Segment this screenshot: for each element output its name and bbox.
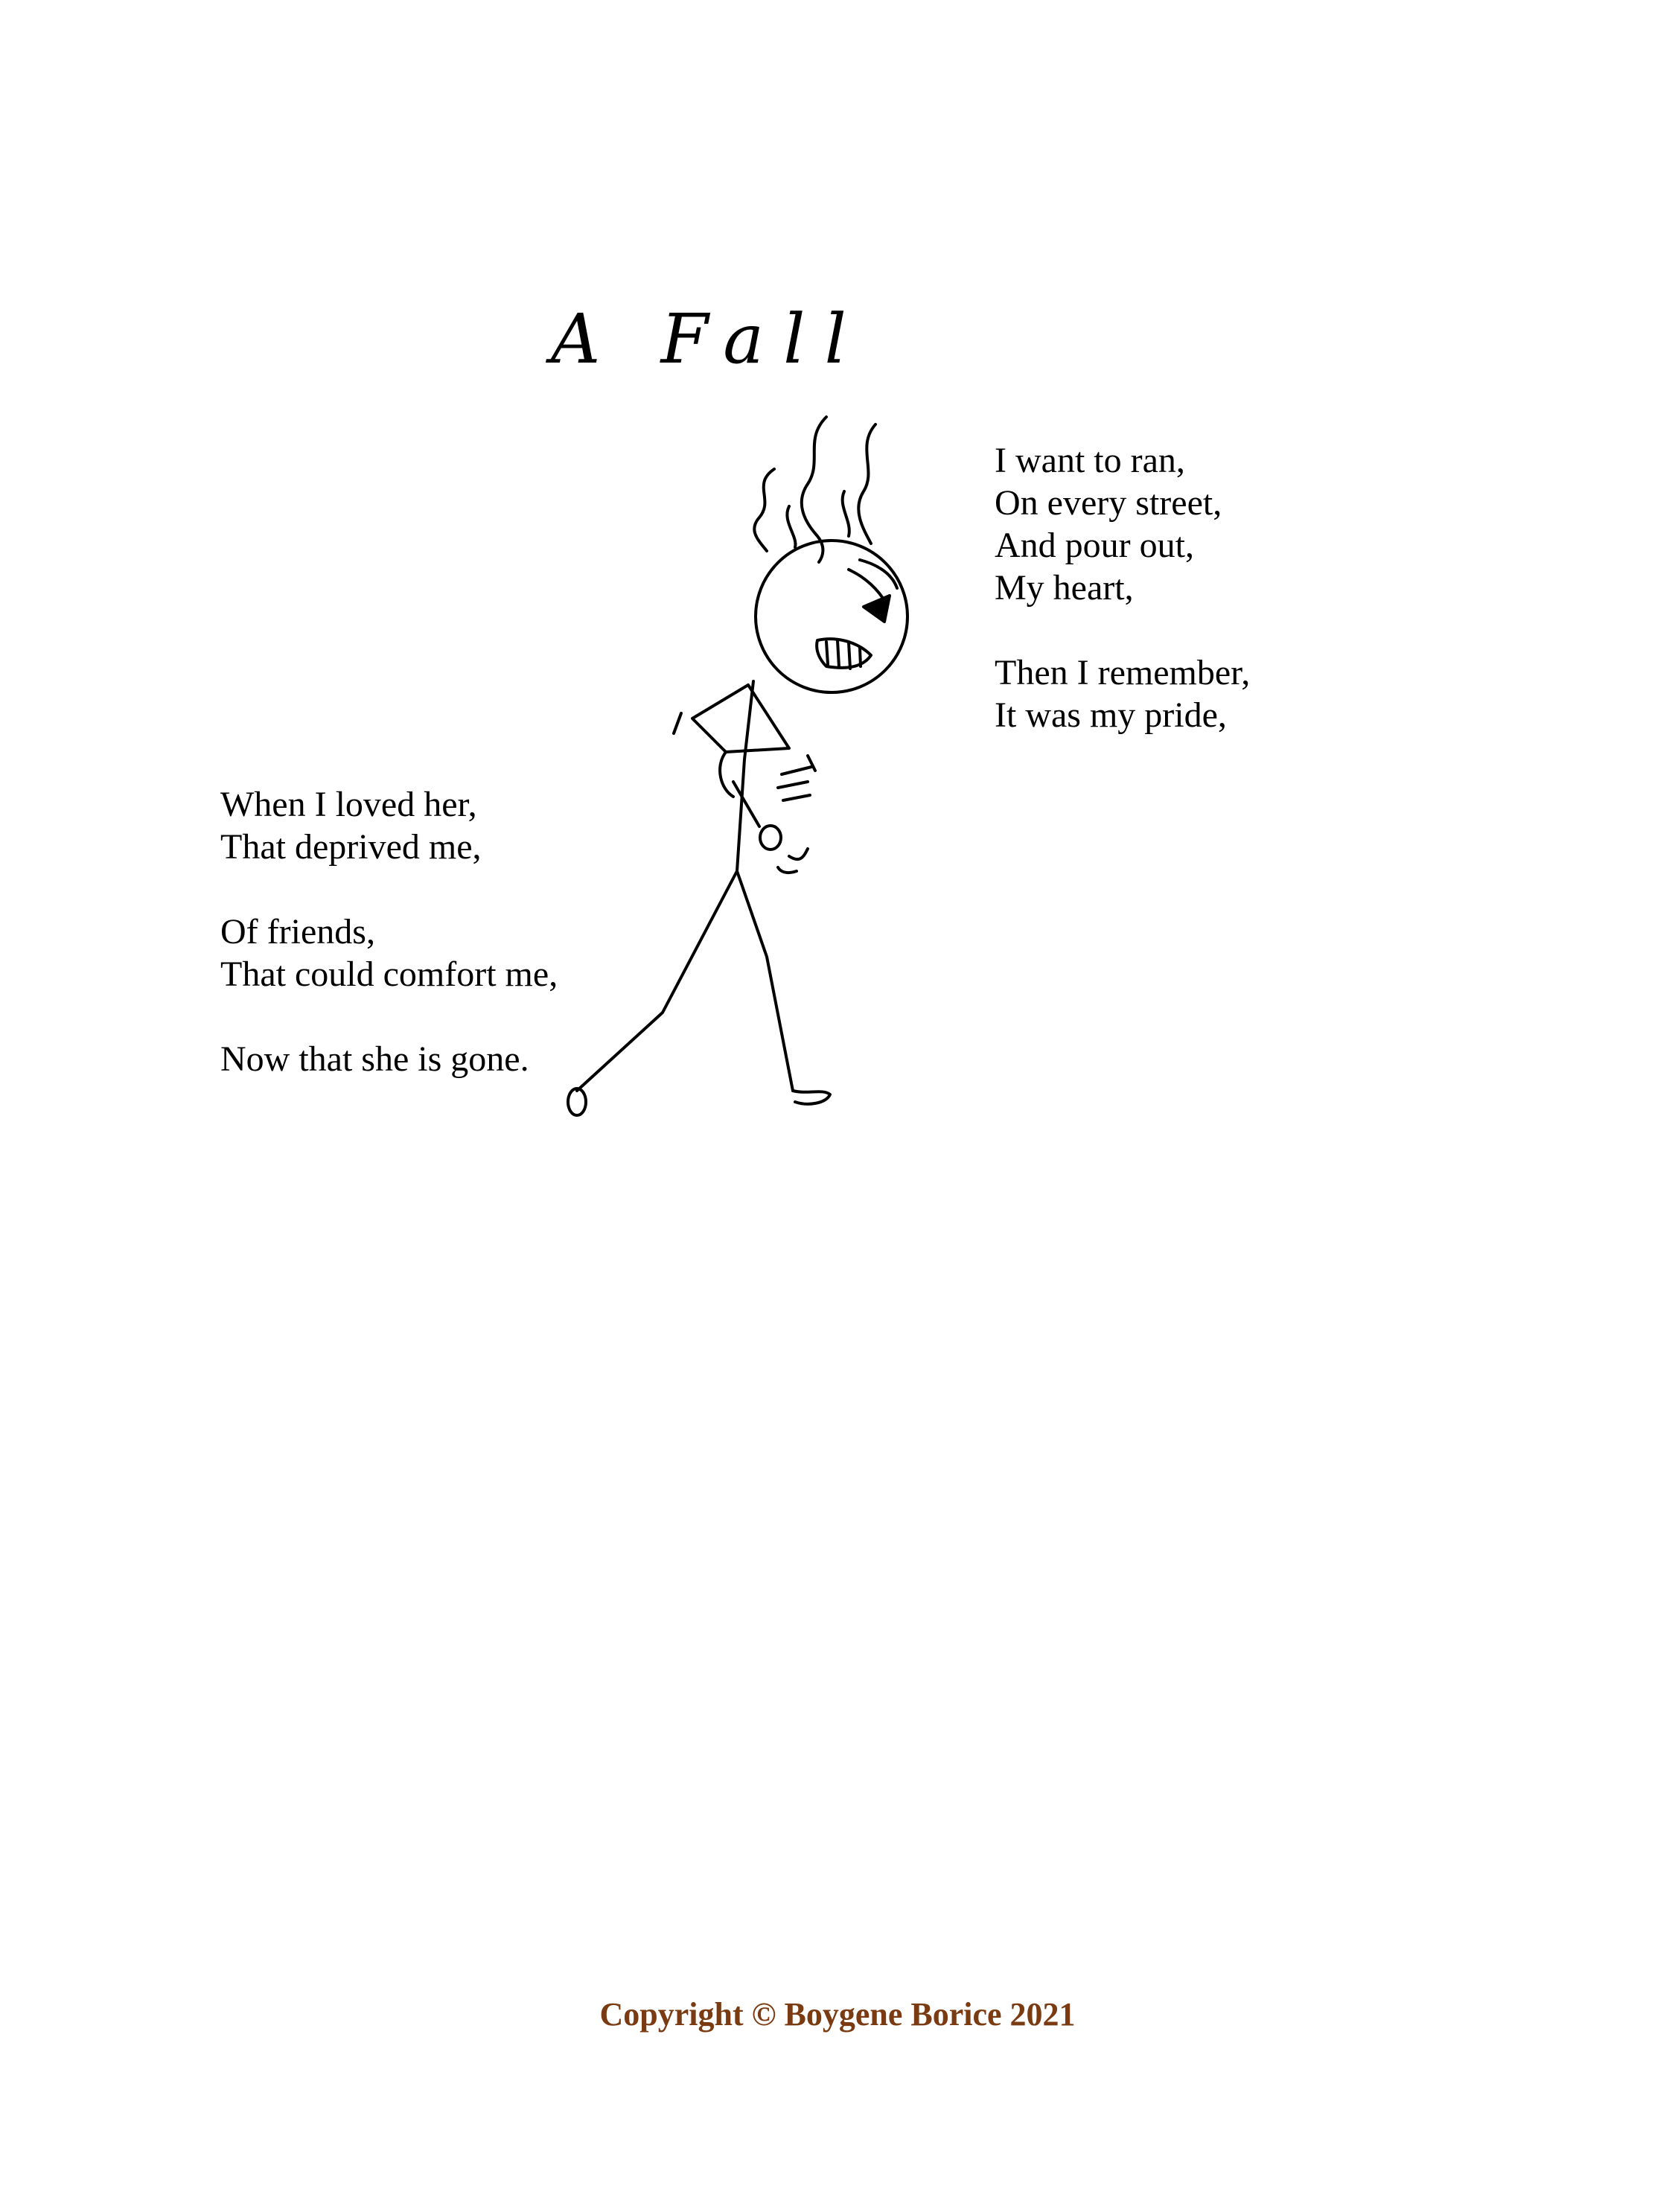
poem-line: Now that she is gone. [220, 1039, 529, 1079]
poem-line: Then I remember, [995, 653, 1251, 692]
steam-squiggle [858, 424, 875, 544]
copyright-notice: Copyright © Boygene Borice 2021 [599, 1996, 1076, 2033]
mouth [817, 639, 871, 668]
poem-line: On every street, [995, 483, 1222, 523]
steam-squiggle [843, 491, 849, 536]
poem-line: That could comfort me, [220, 954, 558, 994]
poem-line: When I loved her, [220, 785, 477, 824]
brow [860, 560, 897, 588]
steam-squiggle [754, 469, 774, 551]
poem-line: It was my pride, [995, 695, 1227, 735]
foot-back [568, 1089, 586, 1115]
poem-line: And pour out, [995, 526, 1194, 565]
fist [760, 826, 781, 850]
arm-lower [726, 685, 789, 752]
poem-title: A Fall [551, 299, 866, 379]
foot-front [793, 1091, 830, 1104]
poem-line: Of friends, [220, 912, 375, 952]
hand [720, 752, 733, 797]
poem-line: My heart, [995, 568, 1134, 608]
poem-line: I want to ran, [995, 441, 1185, 480]
arm-upper [692, 685, 748, 752]
forearm [733, 782, 759, 826]
eye [864, 596, 890, 622]
steam-squiggle [787, 506, 795, 547]
torso [737, 681, 753, 871]
leg-front [737, 871, 793, 1091]
poem-line: That deprived me, [220, 827, 482, 867]
leg-back [577, 871, 737, 1091]
